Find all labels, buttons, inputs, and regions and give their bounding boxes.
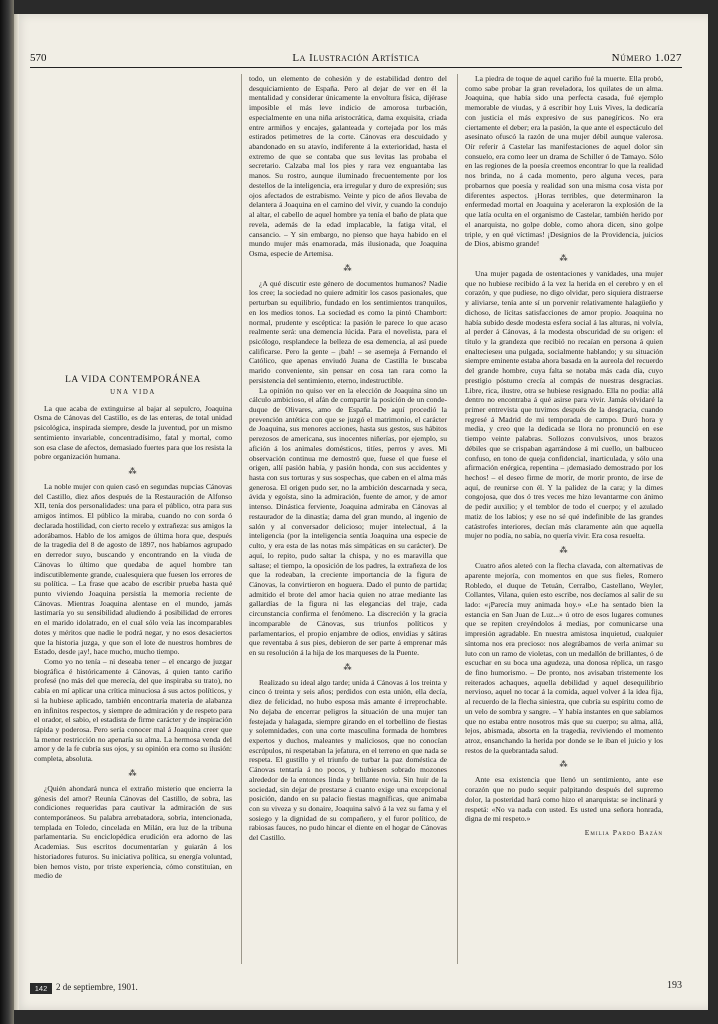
text-column-1: [34, 74, 232, 966]
section-subtitle: UNA VIDA: [110, 389, 156, 396]
book-spine: [0, 0, 14, 1024]
folio-number: 193: [667, 980, 682, 991]
paragraph: Ante esa existencia que llenó un sentimiento, ante ese corazón que no pudo sequir palpitando después del supremo dolor, la posteridad hará como hizo el anarquista: se inclinará y respetá: «No va nada con usted. Es usted una señora honrada, digna de mi respeto.»: [465, 775, 663, 824]
author-signature: Emilia Pardo Bazán: [584, 828, 663, 838]
page-number: 570: [30, 52, 47, 64]
page-gutter: [14, 14, 19, 1010]
asterism-separator: ⁂: [128, 467, 138, 477]
paragraph: todo, un elemento de cohesión y de estabilidad dentro del desquiciamiento de España. Pero al dejar de ver en él la mentalidad y considerar únicamente la envoltura física, díjérase imposible el más leve indicio de amorosa turbación, especialmente en una niña aristocrática, dama exquisita, criada entre armiños y encajes, galanteada y cortejada por los más estirados petimetres de la corte. Cánovas era descuidado y abandonado en su atavío, indiferente á la exterioridad, hasta el extremo de que se contaba que sus levitas las probaba el secretario. Calzaba mal los pies y rara vez enguantaba las manos. Su rostro, aunque iluminado frecuentemente por los destellos de la inteligencia, era irregular y duro de expresión; sus ojos afectados de estrabismo. Veinte y pico de años llevaba de delantera á Joaquina en el camino del vivir, y cuando la condujo al altar, el cabello de aquel hombre ya tenía el baño de plata que revela, además de la edad implacable, la fatiga vital, el cansancio. – Y sin embargo, no pienso que haya habido en el mundo mujer más enamorada, más ilusionada, que Joaquina Osma, especie de Artemisa.: [249, 74, 447, 258]
header-rule: [30, 67, 682, 68]
column-divider: [457, 74, 458, 964]
issue-number: Número 1.027: [611, 52, 682, 64]
page-header: [30, 52, 682, 66]
paragraph: La noble mujer con quien casó en segundas nupcias Cánovas del Castillo, diez años después de la Restauración de Alfonso XII, tenía dos personalidades: una para el público, otra para sus amigos íntimos. El público la miraba, cuando no con sorda ó declarada hostilidad, con cierto recelo y extrañeza: sus amigos la adorábamos. Hablo de los amigos de última hora que, después de la tragedia del 8 de agosto de 1897, nos habíamos agrupado en derredor suyo, buscando y encontrando en la viuda de Cánovas lo último que quedaba de aquel hombre tan indiscutiblemente grande, cualesquiera que fuesen los errores de su política. – La frase que acabo de escribir prueba hasta qué punto viviendo Joaquina persistía la memoria reciente de Cánovas. Mientras Joaquina alentase en el mundo, jamás lastimaría yo su sensibilidad aludiendo á posibilidad de errores en el marido idolatrado, en el cual sólo veía las incomparables dotes y méritos que nadie le podrá negar, y no esos desaciertos que la historia juzga, y que son el lote de nuestros hombres de Estado, desde ¡ay!, hace mucho, mucho tiempo.: [34, 482, 232, 657]
paragraph: Una mujer pagada de ostentaciones y vanidades, una mujer que no hubiese recibido á la vez la herida en el cerebro y en el corazón, y que pudiese, no digo olvidar, pero siquiera distraerse y aliviarse, tenía ante sí un porvenir relativamente halagüeño y dichoso, de lícitas satisfacciones de amor propio. Joaquina no había subido desde modesta esfera social á las alturas, ni volvía, al perder á Cánovas, á la modesta obscuridad de su origen: el título y la grandeza que recibió no recaían en persona á quien enaltecieseн una pulgada, socialmente hablando; y su situación siempre eminente estaba ahora basada en la aureola del recuerdo del grande hombre, cuya falta se notaba más cada día, cuyo prestigio póstumo crecía al compás de nuestras desgracias. Libre, rica, ilustre, otra se hubiese resignado. Ella no podía: allá dentro no encontraba á qué asirse para vivir. Jamás olvidaré la primer entrevista que tuvimos después de la desgracia, cuando regresé á Madrid de mi temporada de campo. Duró hora y media, y creo que la dedicada se llora no pronunció en ese tiempo veinte palabras. Sollozos convulsivos, unos brazos débiles que se crispaban agarrándose á mi cuello, un balbuceo confuso, en tono de queja confidencial, inarticulada, y sólo una afirmación enérgica, repentina – ¡demasiado demostrado por los hechos! – el deseo firme de morir, de morir pronto, de irse de aquí, de reunirse con él. Y la palidez de la cara; y la dimes congojosa, que dos ó tres veces me hizo levantarme con ánimo de pedir auxilio; y el temblor de todo el cuerpo; y el azulado matiz de los labios; y ese no sé qué indefinible de las grandes catástrofes interiores, decían más claramente aún que aquella mujer no podía, no sabía, no quería vivir. Era cosa resuelta.: [465, 268, 663, 541]
publication-title: La Ilustración Artística: [292, 52, 420, 64]
section-title: LA VIDA CONTEMPORÁNEA: [65, 375, 201, 385]
asterism-separator: ⁂: [559, 253, 569, 263]
asterism-separator: ⁂: [343, 662, 353, 672]
paragraph: La que acaba de extinguirse al bajar al sepulcro, Joaquina Osma de Cánovas del Castillo, es de las enteras, de total unidad psicológica, inspirada siempre, desde la juventud, por un mismo sentimiento invariable, concentradísimo, fatal y mortal, como son esa clase de afectos, demasiado fuertes para que los resista la pobre organización humana.: [34, 403, 232, 462]
paragraph: La piedra de toque de aquel cariño fué la muerte. Ella probó, como sabe probar la gran reveladora, los quilates de un alma. Joaquina, que había sido una perfecta casada, fué ejemplo memorable de viudas, y á escribir hoy Luis Vives, la dedicaría con justicia el más expresivo de sus panegíricos. No era ciertamente el deber; era la pasión, la que ante el espectáculo del asesinato ofuscó la razón de una mujer débil aunque valerosa. Oír referir á Castelar las manifestaciones de aquel dolor sin consuelo, era como leer un drama de Schiller ó de Tamayo. Sólo en las regiones de la poesía creemos encontrar lo que la realidad nos brinda, no á cada momento, pero alguna veces, para probarnos que poesía y realidad son una misma cosa vista por diferentes aspectos. ¡Horas terribles, que determinaron la enfermedad mortal en Joaquina y aceleraron la explosión de la que latía oculta en el organismo de Castelar, también herido por el anarquista, no golpe doble, como ahora dicen, sino golpe triple, y en qué víctimas! ¡Designios de la Providencia, juicios de Dios, abismo grande!: [465, 74, 663, 249]
footer-badge: 142: [30, 983, 52, 994]
asterism-separator: ⁂: [128, 768, 138, 778]
paragraph: ¿A qué discutir este género de documentos humanos? Nadie los cree; la sociedad no quiere admitir los casos pasionales, que perturban su equilibrio, fundado en los sentimientos tranquilos, en los medios tonos. La sociedad es como la pintó Chambort: normal, prudente y escéptica: la pasión le parece lo que acaso realmente será: una demencia lúcida. Para el novelista, para el psicólogo, resplandece la belleza de esa demencia, al así puede calificarse. Pero la gente – ¡bah! – se asemeja á Fernando el Católico, que apenas enviudó Juana de Castilla le buscaba marido conveniente, sin pensar en cosa tan rara como la persistencia del sentimiento, eterno, indestructible.: [249, 278, 447, 385]
blank-space: [34, 74, 232, 374]
column-divider: [241, 74, 242, 964]
paragraph: ¿Quién ahondará nunca el extraño misterio que encierra la génesis del amor? Reunía Cánovas del Castillo, de sobra, las condiciones requeridas para cautivar la admiración de sus contemporáneos. Su palabra arrebatadora, sobria, intencionada, templada en Toledo, cincelada en Milán, era luz de la tribuna parlamentaria. Su enciclopédica erudición era adorno de las Academias. Sus escritos documentarían y guiarán á los historiadores futuros. Su iniciativa política, su energía voluntad, bien hemos visto, por triste experiencia, cómo constituían, en medio de: [34, 783, 232, 881]
text-column-3: [465, 74, 663, 966]
paragraph: Cuatro años aleteó con la flecha clavada, con alternativas de aparente mejoría, con momentos en que sus fieles, Romero Robledo, el duque de Tetuán, Cerralbo, Castellano, Weyler, Collantes, Vilana, quien esto escribe, nos decíamos al salir de su lado: «¡Parecía muy animada hoy.» «Le ha sentado bien la estancia en San Juan de Luz...» ú otro de esos lugares comunes que se repiten creyéndolos á medias, por comunicarse una impresión agradable. En nuestra amistosa inquietud, cualquier síntoma nos era precioso: nos alegrábamos de verla animar su luto con un ramo de violetas, con un medallón de brillantes, ó de escuchar en su boca una agudeza, una donosa réplica, un rasgo de fino humorismo. – De pronto, nos avisaban tristemente los reiterados achaques, aquella debilidad y aquel desequilibrio nervioso, aquel no tocar á la comida, aquel volver á la idea fija, al recuerdo de la flecha siniestra, que cubría su espíritu como de un velo de sombra y sangre. – Y había instantes en que sabíamos que no estaba entre nosotros más que su cuerpo; su alma, allá, lejos, abismada, absorta en la tragedia, reviviendo el momento atroz, ensanchando la herida por donde se le iban el juicio y los restos de la quebrantada salud.: [465, 561, 663, 755]
asterism-separator: ⁂: [559, 546, 569, 556]
footer-date: 2 de septiembre, 1901.: [56, 982, 138, 992]
paragraph: La opinión no quiso ver en la elección de Joaquina sino un cálculo ambicioso, el afán de compartir la posición de un conde-duque de Olivares, amo de España. De aquí procedió la prevención antética con que se juzgó el matrimonio, el carácter de Joaquina, sus menores acciones, hasta sus gestos, sus hábitos perezosos de americana, sus inocentes niñerías, por ejemplo, su afición á los animales domésticos, titíes, perros y aves. Mi observación continua me demostró que, fuese el que fuese el origen, allí pasión había, y pasión honda, con sus accidentes y hasta con sus torturas y sus sospechas, que caben en el alma más generosa. El origen pudo ser, no la ambición descarnada y seca, ávida y egoísta, sino la admiración, fuente de amor, y de amor intenso. Dinástica ferviente, Joaquina admiraba en Cánovas al restaurador de la dinastía; dama del gran mundo, al ingenio de salón y al conversador delicioso; mujer intelectual, á la inteligencia (por la inteligencia sentía Joaquina una especie de culto, y era esta de las notas más simpáticas en su carácter). De aquí, lo repito, pudo saltar la chispa, y no es maravilla que saltase; el tiempo, la oposición de los padres, la extrañeza de los que la rodeaban, la creciente importancia de la figura de Cánovas, la convirtieron en hoguera. Dado el punto de partida; admitido el brote del amor hacia quien no atrae mediante las gallardías de la figura ni las elegancias del traje, cada circunstancia confirma el fenómeno. La discreción y la gracia incomparable de Cánovas, sus triunfos políticos y parlamentarios, el propio enjambre de odios, envidias y sátiras que reventaba á sus pies, debieron de ser parte á emprenar más en su resolución á la hija de los marqueses de la Puente.: [249, 385, 447, 657]
asterism-separator: ⁂: [559, 760, 569, 770]
asterism-separator: ⁂: [343, 263, 353, 273]
paragraph: Como yo no tenía – ni deseaba tener – el encargo de juzgar biográfica é históricamente á Cánovas, á quien tanto cariño profesé (no más del que merecía, del que inspiraba su trato), no cabía en mí aplicar una crítica minuciosa á sus actos políticos, y si la hubiese aplicado, también encontraría materia de alabanza en infinitos respectos, y siempre de admiración y de respeto para el orador, el sabio, el estadista de firme carácter y de inspiración rápida y poderosa. Pero sería conocer mal á Joaquina creer que la menor restricción no apenaría su alma. La hermosa venda del amor y de la fe cubría sus ojos, y su opinión era como su ilusión: completa, absoluta.: [34, 656, 232, 764]
page-footer: [30, 982, 682, 996]
paragraph: Realizado su ideal algo tarde; unida á Cánovas á los treinta y cinco ó treinta y seis años; perdidos con esta unión, ella decía, diez de felicidad, no hubo esposa más amante é irreprochable. No dejaba de encerrar peligros la situación de una mujer tan festejada y halagada, siempre girando en el torbellino de fiestas y solemnidades, con una corte masculina formada de hombres expertos y duchos, maleantes y maliciosos, que no conocían escrúpulos, ni respetaban la jefatura, en el terreno en que nada se respeta. El gustillo y el triunfo de turbar la paz doméstica de Cánovas tentaría á no pocos, y hubiesen sobrado mozones alrededor de la entonces linda y brillante novia. Sin huir de la sociedad, sin dejar de prestarse á cuanto exige una excepcional posición, dando en su palacio fiestas magníficas, que animaba con su viveza y su donaire, Joaquina salvó á la vez su fama y el sosiego y la dignidad de su compañero, y el furor político, de rabiosas fauces, no pudo hincar el diente en el hogar de Cánovas del Castillo.: [249, 677, 447, 843]
text-column-2: [249, 74, 447, 966]
